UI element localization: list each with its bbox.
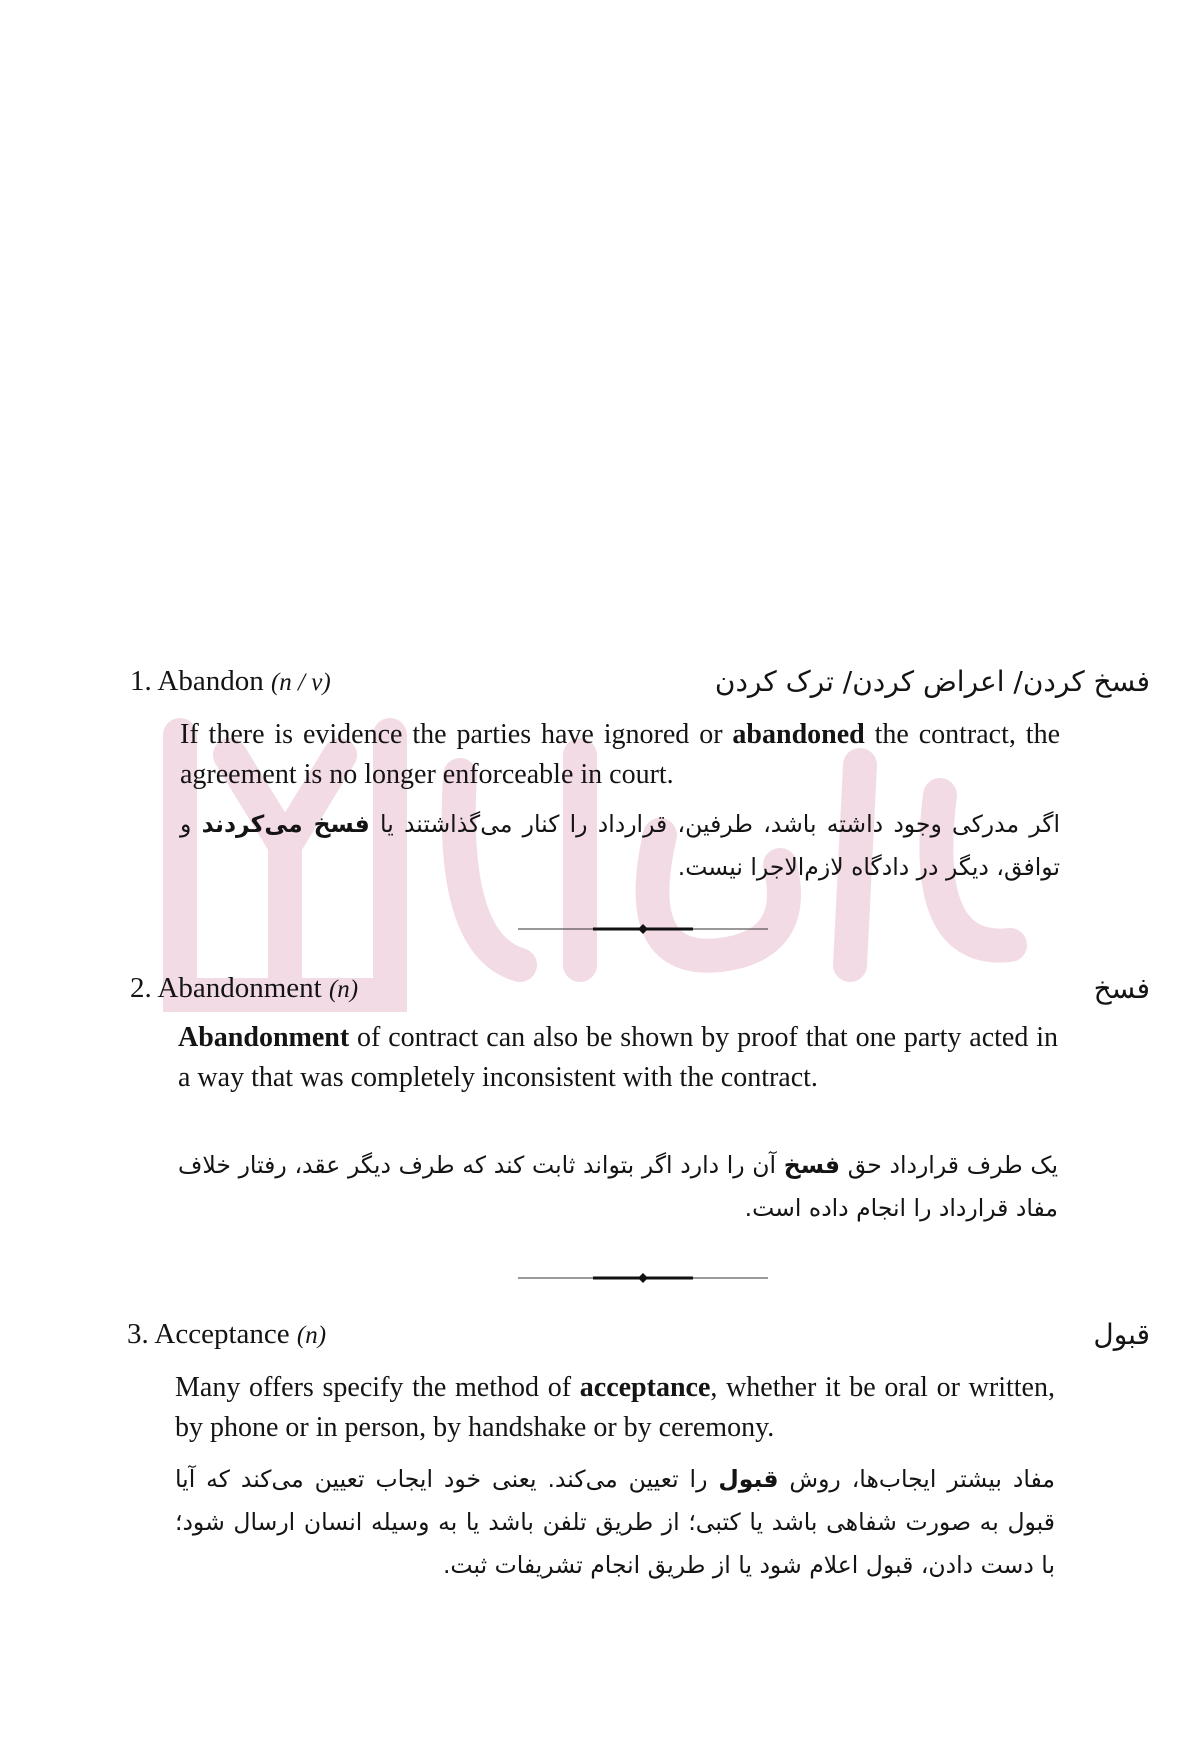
persian-translation [178,1144,1058,1230]
english-term-bold: acceptance [579,1372,711,1403]
entry-heading-persian: قبول [1093,1318,1150,1351]
entry-heading-english [127,1318,326,1351]
english-example [180,715,1060,795]
entry-heading-persian: فسخ کردن/ اعراض کردن/ ترک کردن [714,665,1150,698]
ornament-divider [518,1272,768,1284]
entry-heading-english [130,972,358,1005]
persian-term-bold: قبول [718,1465,779,1493]
english-example [178,1018,1058,1098]
persian-text-before: یک طرف قرارداد حق [840,1151,1058,1179]
persian-text-after: آن را دارد اگر بتواند ثابت کند که طرف دیگر عقد، رفتار خلاف مفاد قرارداد را انجام داده است. [178,1151,1058,1222]
persian-term-bold: فسخ [783,1151,841,1179]
entry-number-label: 1. Abandon [130,665,264,697]
english-text-before: If there is evidence the parties have ignored or [180,719,733,750]
persian-text-before: اگر مدرکی وجود داشته باشد، طرفین، قرارداد را کنار می‌گذاشتند یا [369,810,1060,838]
english-text-before: Many offers specify the method of [175,1372,580,1403]
persian-translation [180,803,1060,889]
entry-heading-english [130,665,331,698]
ornament-divider [518,923,768,935]
persian-translation [175,1458,1055,1587]
english-example [175,1368,1055,1448]
entry-heading-persian: فسخ [1093,972,1150,1005]
english-text-after: the contract, the agreement is no longer enforceable in court. [180,719,1060,790]
part-of-speech: (n) [296,1322,327,1349]
english-text-after: , whether it be oral or written, by phone or in person, by handshake or by ceremony. [175,1372,1055,1443]
english-term-bold: Abandonment [178,1022,350,1053]
persian-text-before: مفاد بیشتر ایجاب‌ها، روش [778,1465,1055,1493]
english-term-bold: abandoned [732,719,865,750]
entry-number-label: 2. Abandonment [130,972,322,1004]
persian-text-after: را تعیین می‌کند. یعنی خود ایجاب تعیین می‌کند که آیا قبول به صورت شفاهی باشد یا کتبی؛ از طریق تلفن باشد یا به وسیله انسان ارسال شود؛ با دست دادن، قبول اعلام شود یا از طریق انجام تشریفات ثبت. [175,1465,1055,1579]
entry-number-label: 3. Acceptance [127,1318,290,1350]
persian-term-bold: فسخ می‌کردند [201,810,370,838]
english-text-after: of contract can also be shown by proof that one party acted in a way that was completely inconsistent with the contract. [178,1022,1058,1093]
part-of-speech: (n) [328,976,359,1003]
part-of-speech: (n / v) [270,669,331,696]
persian-text-after: و توافق، دیگر در دادگاه لازم‌الاجرا نیست. [180,810,1060,881]
